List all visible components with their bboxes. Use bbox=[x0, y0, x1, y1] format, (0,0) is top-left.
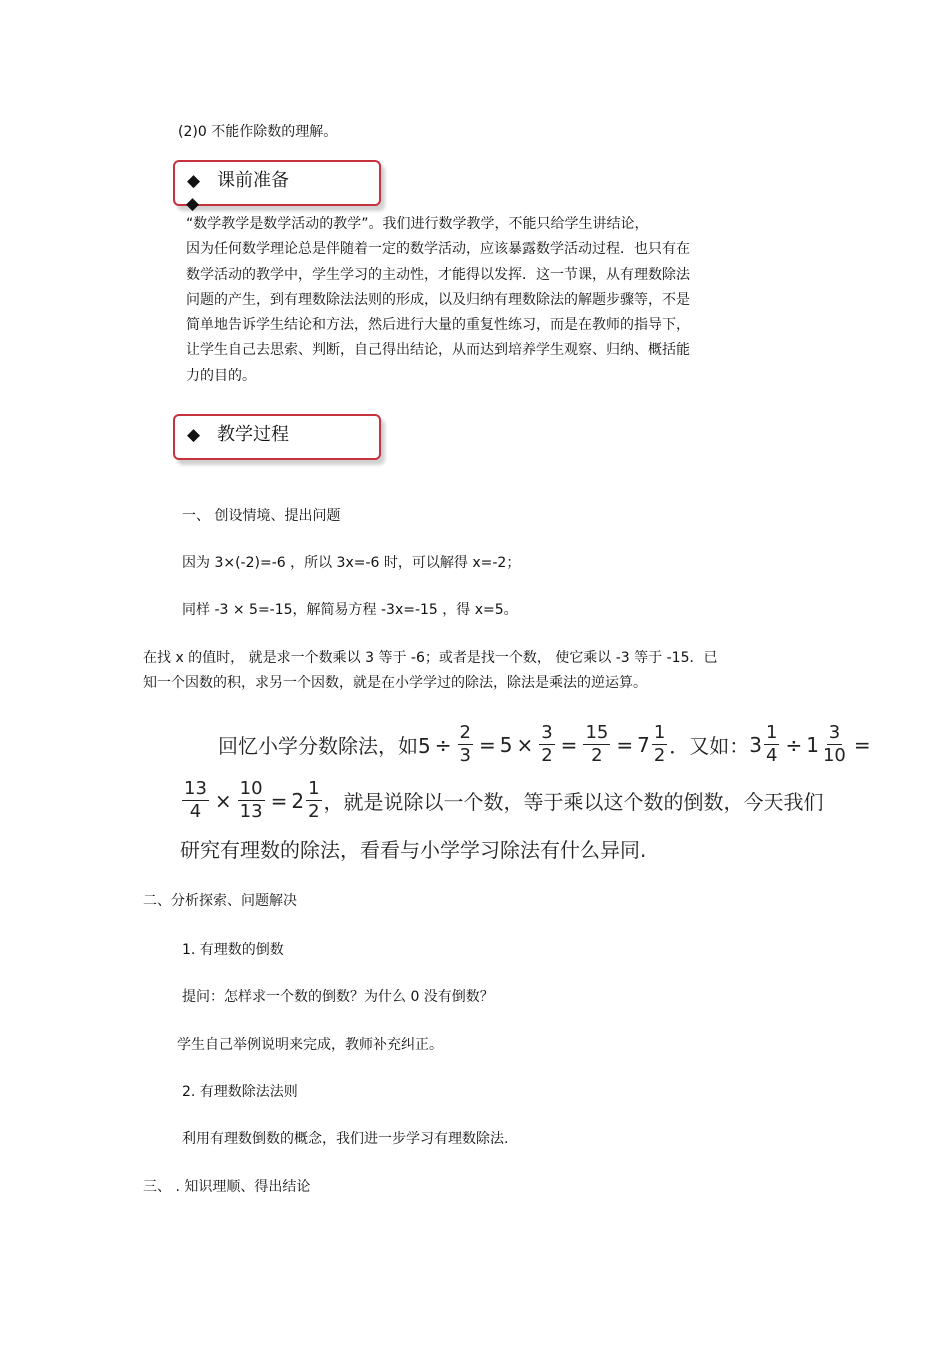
explanation-paragraph: 在找 x 的值时， 就是求一个数乘以 3 等于 -6；或者是找一个数， 使它乘以 -3 等于 -15．已 知一个因数的积，求另一个因数，就是在小学学过的除法，除法是乘法的逆运算。 bbox=[143, 650, 718, 691]
step-three-heading: 三、 . 知识理顺、得出结论 bbox=[143, 1179, 311, 1195]
equation-line-same: 同样 -3 × 5=-15，解简易方程 -3x=-15 ，得 x=5。 bbox=[182, 602, 518, 618]
fraction: $\frac{1}{4}$ bbox=[766, 722, 778, 766]
concept-line: 利用有理数倒数的概念，我们进一步学习有理数除法. bbox=[182, 1131, 509, 1147]
math-line-2: $\frac{13}{4}$ × $\frac{10}{13}$ = 2 $\frac{1}{2}$ ，就是说除以一个数，等于乘以这个数的倒数，今天我们 bbox=[184, 778, 824, 822]
equation-line-because: 因为 3×(-2)=-6 ，所以 3x=-6 时，可以解得 x=-2； bbox=[182, 555, 521, 571]
fraction-division-example bbox=[180, 722, 871, 862]
fraction: $\frac{3}{2}$ bbox=[541, 722, 553, 766]
fraction: $\frac{13}{4}$ bbox=[184, 778, 207, 822]
top-line: (2)0 不能作除数的理解。 bbox=[178, 124, 338, 140]
fraction: $\frac{2}{3}$ bbox=[459, 722, 471, 766]
preparation-paragraph: “数学教学是数学活动的教学”。我们进行数学教学，不能只给学生讲结论， 因为任何数学理论总是伴随着一定的数学活动，应该暴露数学活动过程．也只有在 数学活动的教学中，学生学习的主动性，才能得以发挥．这一节课，从有理数除法 问题的产生，到有理数除法法则的形成，以及归纳有理数除法的解题步骤等，不是 简单地告诉学生结论和方法，然后进行大量的重复性练习，而是在教师的指导下， 让学生自己去思索、判断，自己得出结论，从而达到培养学生观察、归纳、概括能 力的目的。 bbox=[186, 216, 690, 384]
fraction: $\frac{1}{2}$ bbox=[653, 722, 666, 766]
diamond-icon: ◆ bbox=[186, 194, 200, 214]
math-line-1: 回忆小学分数除法，如5 ÷ $\frac{2}{3}$ = 5 × $\frac{3}{2}$ = $\frac{15}{2}$ = 7 $\frac{1}{2}$ ．又如： 3 $\frac{1}{4}$ ÷ 1 $\frac{3}{10}$ = bbox=[218, 722, 871, 766]
students-line: 学生自己举例说明来完成，教师补充纠正。 bbox=[177, 1037, 443, 1053]
fraction: $\frac{15}{2}$ bbox=[585, 722, 609, 766]
question-line: 提问：怎样求一个数的倒数？为什么 0 没有倒数？ bbox=[182, 989, 494, 1005]
math-line-3: 研究有理数的除法，看看与小学学习除法有什么异同. bbox=[180, 838, 647, 862]
fraction: $\frac{10}{13}$ bbox=[239, 778, 263, 822]
section-title: 教学过程 bbox=[217, 424, 289, 445]
fraction: $\frac{3}{10}$ bbox=[822, 722, 846, 766]
item-division-rule: 2. 有理数除法法则 bbox=[182, 1084, 298, 1100]
diamond-icon: ◆ bbox=[187, 171, 201, 191]
item-reciprocal: 1. 有理数的倒数 bbox=[182, 942, 284, 958]
diamond-icon: ◆ bbox=[187, 425, 201, 445]
section-header-preparation bbox=[173, 160, 381, 206]
section-title: 课前准备 bbox=[217, 170, 289, 191]
fraction: $\frac{1}{2}$ bbox=[308, 778, 320, 822]
step-one-heading: 一、 创设情境、提出问题 bbox=[182, 508, 341, 524]
section-header-process bbox=[173, 414, 381, 460]
step-two-heading: 二、分析探索、问题解决 bbox=[143, 893, 297, 909]
